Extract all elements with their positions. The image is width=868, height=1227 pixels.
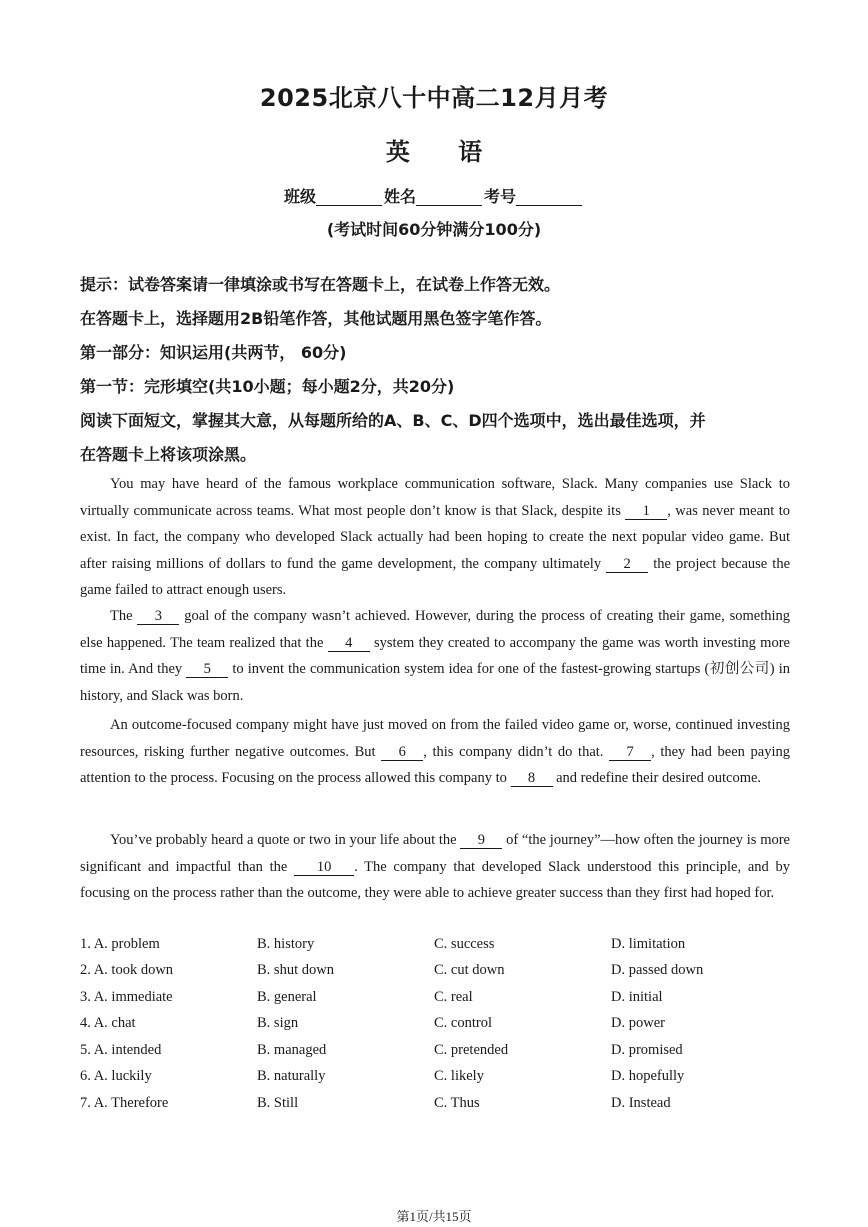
name-blank[interactable] bbox=[416, 189, 482, 206]
option-b[interactable]: B. naturally bbox=[257, 1068, 326, 1084]
blank-6[interactable]: 6 bbox=[381, 744, 423, 761]
option-b[interactable]: B. Still bbox=[257, 1095, 299, 1111]
question-options-row bbox=[80, 1015, 800, 1037]
question-options-row bbox=[80, 936, 800, 958]
option-d[interactable]: D. limitation bbox=[611, 936, 686, 952]
option-d[interactable]: D. promised bbox=[611, 1042, 683, 1058]
blank-7[interactable]: 7 bbox=[609, 744, 651, 761]
instruction-line: 提示：试卷答案请一律填涂或书写在答题卡上，在试卷上作答无效。 bbox=[80, 275, 561, 294]
passage-paragraph-1: You may have heard of the famous workplace communication software, Slack. Many companies use Slack to virtually communicate across teams. What most people don’t know is that Slack, despite its 1 , was never meant to exist. In fact, the company who developed Slack actually had been hoping to create the next popular video game. But after raising millions of dollars to fund the game development, the company ultimately 2 the project because the game failed to attract enough users. bbox=[80, 476, 791, 598]
blank-5[interactable]: 5 bbox=[186, 661, 228, 678]
question-options-row bbox=[80, 962, 800, 984]
option-c[interactable]: C. control bbox=[434, 1015, 492, 1031]
question-options-row bbox=[80, 1068, 800, 1090]
option-c[interactable]: C. cut down bbox=[434, 962, 505, 978]
option-b[interactable]: B. shut down bbox=[257, 962, 334, 978]
number-blank[interactable] bbox=[516, 189, 582, 206]
section-heading: 第一部分：知识运用(共两节， 60分) bbox=[80, 343, 347, 362]
option-d[interactable]: D. passed down bbox=[611, 962, 704, 978]
blank-9[interactable]: 9 bbox=[460, 832, 502, 849]
question-options-row bbox=[80, 989, 800, 1011]
option-b[interactable]: B. general bbox=[257, 989, 317, 1005]
option-c[interactable]: C. pretended bbox=[434, 1042, 509, 1058]
option-a[interactable]: 2. A. took down bbox=[80, 962, 174, 978]
option-d[interactable]: D. power bbox=[611, 1015, 665, 1031]
option-b[interactable]: B. managed bbox=[257, 1042, 327, 1058]
option-b[interactable]: B. history bbox=[257, 936, 315, 952]
option-d[interactable]: D. hopefully bbox=[611, 1068, 685, 1084]
option-a[interactable]: 3. A. immediate bbox=[80, 989, 173, 1005]
option-c[interactable]: C. real bbox=[434, 989, 473, 1005]
option-a[interactable]: 6. A. luckily bbox=[80, 1068, 152, 1084]
blank-8[interactable]: 8 bbox=[511, 770, 553, 787]
option-a[interactable]: 5. A. intended bbox=[80, 1042, 162, 1058]
passage-paragraph-4: You’ve probably heard a quote or two in your life about the 9 of “the journey”—how often the journey is more significant and impactful than the 10 . The company that developed Slack understood this principle, and by focusing on the process rather than the outcome, they were able to achieve greater success than they first had hoped for. bbox=[80, 832, 790, 901]
subject-title: 英 语 bbox=[385, 138, 483, 166]
instruction-line: 在答题卡上，选择题用2B铅笔作答，其他试题用黑色签字笔作答。 bbox=[80, 309, 552, 328]
subsection-heading: 第一节：完形填空(共10小题；每小题2分，共20分) bbox=[80, 377, 455, 396]
question-options-row bbox=[80, 1095, 800, 1117]
option-c[interactable]: C. success bbox=[434, 936, 495, 952]
question-options-row bbox=[80, 1042, 800, 1064]
class-label: 班级 bbox=[283, 187, 316, 206]
blank-4[interactable]: 4 bbox=[328, 635, 370, 652]
blank-3[interactable]: 3 bbox=[137, 608, 179, 625]
passage-paragraph-2: The 3 goal of the company wasn’t achieved. However, during the process of creating their game, something else happened. The team realized that the 4 system they created to accompany the game was worth investing more time in. And they 5 to invent the communication system idea for one of the fastest-growing startups (初创公司) in history, and Slack was born. bbox=[80, 608, 791, 704]
directions-line: 在答题卡上将该项涂黑。 bbox=[80, 445, 257, 464]
passage-paragraph-3: An outcome-focused company might have just moved on from the failed video game or, worse, continued investing resources, risking further negative outcomes. But 6 , this company didn’t do that. 7 , they had been paying attention to the process. Focusing on the process allowed this company to 8 and redefine their desired outcome. bbox=[80, 717, 790, 786]
option-d[interactable]: D. initial bbox=[611, 989, 663, 1005]
blank-10[interactable]: 10 bbox=[294, 859, 354, 876]
option-a[interactable]: 7. A. Therefore bbox=[80, 1095, 169, 1111]
option-a[interactable]: 1. A. problem bbox=[80, 936, 160, 952]
student-info-line bbox=[0, 184, 868, 207]
name-label: 姓名 bbox=[383, 187, 416, 206]
blank-1[interactable]: 1 bbox=[625, 503, 667, 520]
number-label: 考号 bbox=[484, 187, 517, 206]
page-number: 第1页/共15页 bbox=[396, 1209, 472, 1224]
exam-time: (考试时间60分钟满分100分) bbox=[326, 220, 542, 239]
option-c[interactable]: C. Thus bbox=[434, 1095, 480, 1111]
class-blank[interactable] bbox=[316, 189, 382, 206]
exam-title: 2025北京八十中高二12月月考 bbox=[259, 84, 609, 112]
directions-line: 阅读下面短文，掌握其大意，从每题所给的A、B、C、D四个选项中，选出最佳选项，并 bbox=[80, 411, 706, 430]
option-b[interactable]: B. sign bbox=[257, 1015, 299, 1031]
option-a[interactable]: 4. A. chat bbox=[80, 1015, 136, 1031]
blank-2[interactable]: 2 bbox=[606, 556, 648, 573]
option-c[interactable]: C. likely bbox=[434, 1068, 484, 1084]
option-d[interactable]: D. Instead bbox=[611, 1095, 671, 1111]
